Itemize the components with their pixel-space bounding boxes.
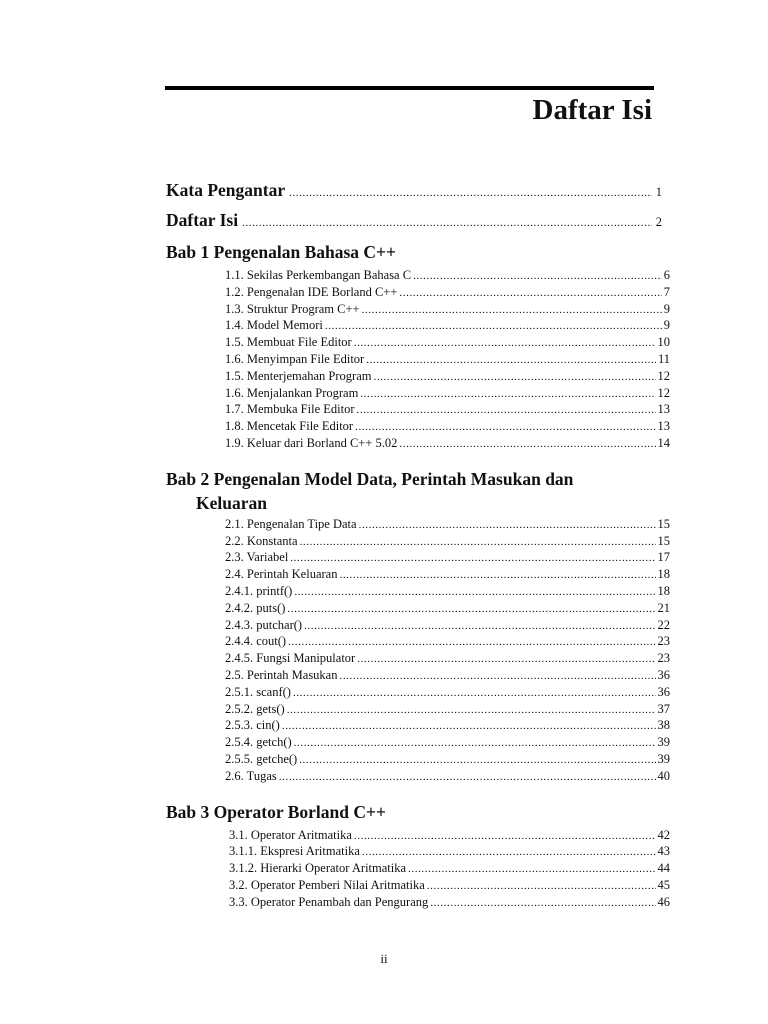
toc-entry[interactable] — [225, 685, 670, 702]
toc-entry[interactable] — [225, 769, 670, 786]
dot-leader — [294, 737, 656, 749]
toc-entry-label: 3.3. Operator Penambah dan Pengurang — [229, 894, 429, 909]
toc-entry-page: 23 — [657, 634, 670, 649]
toc-entry-label: 2.5.2. gets() — [225, 701, 285, 716]
toc-entry-label: 1.3. Struktur Program C++ — [225, 301, 360, 316]
dot-leader — [430, 897, 655, 909]
dot-leader — [290, 552, 655, 564]
toc-entry[interactable] — [225, 668, 670, 685]
toc-entry[interactable] — [225, 618, 670, 635]
toc-entry-page: 46 — [657, 894, 670, 909]
toc-entry-page: 15 — [657, 516, 670, 531]
dot-leader — [399, 287, 661, 299]
dot-leader — [360, 388, 655, 400]
dot-leader — [299, 754, 655, 766]
toc-entry-page: 21 — [657, 600, 670, 615]
toc-entry-page: 13 — [657, 402, 670, 417]
chapter-section — [166, 467, 670, 786]
toc-entry-label: 2.1. Pengenalan Tipe Data — [225, 516, 357, 531]
toc-entry[interactable] — [225, 285, 670, 302]
toc-entry-page: 42 — [657, 827, 670, 842]
page-title: Daftar Isi — [532, 94, 652, 126]
dot-leader — [304, 620, 655, 632]
chapter-section — [166, 800, 670, 912]
dot-leader — [354, 830, 656, 842]
toc-entry[interactable] — [225, 369, 670, 386]
toc-entry-page: 18 — [657, 583, 670, 598]
dot-leader — [242, 217, 652, 229]
toc-entry-label: 3.1. Operator Aritmatika — [229, 827, 352, 842]
toc-entry[interactable] — [225, 386, 670, 403]
dot-leader — [287, 704, 656, 716]
toc-entry-label: 2.4.2. puts() — [225, 600, 286, 615]
front-entry-page: 2 — [655, 215, 662, 229]
toc-entry-label: 2.3. Variabel — [225, 550, 289, 565]
toc-entry-label: 3.1.2. Hierarki Operator Aritmatika — [229, 861, 407, 876]
toc-entry-page: 15 — [657, 533, 670, 548]
toc-entry[interactable] — [225, 352, 670, 369]
chapter-section — [166, 240, 670, 453]
dot-leader — [427, 880, 656, 892]
toc-front-entry[interactable] — [166, 210, 662, 240]
toc-entry-label: 1.7. Membuka File Editor — [225, 402, 355, 417]
toc-entry-page: 9 — [663, 318, 670, 333]
toc-entry-page: 39 — [657, 751, 670, 766]
dot-leader — [339, 569, 655, 581]
toc-entry-label: 2.6. Tugas — [225, 768, 277, 783]
dot-leader — [399, 438, 655, 450]
toc-entry[interactable] — [225, 752, 670, 769]
toc-entry[interactable] — [229, 828, 670, 845]
toc-entry[interactable] — [225, 402, 670, 419]
chapter-entries — [229, 828, 670, 912]
dot-leader — [279, 771, 656, 783]
toc-entry-label: 2.4.5. Fungsi Manipulator — [225, 651, 356, 666]
dot-leader — [357, 404, 656, 416]
chapter-heading-continuation: Keluaran — [196, 492, 267, 513]
toc-entry-page: 17 — [657, 550, 670, 565]
toc-entry-page: 36 — [657, 684, 670, 699]
toc-entry[interactable] — [225, 567, 670, 584]
toc-entry-label: 1.5. Menterjemahan Program — [225, 368, 372, 383]
toc-entry[interactable] — [225, 268, 670, 285]
chapter-heading[interactable] — [166, 240, 662, 268]
toc-entry-page: 6 — [663, 268, 670, 282]
toc-entry[interactable] — [225, 584, 670, 601]
toc-entry-page: 40 — [657, 768, 670, 783]
toc-entry-page: 44 — [657, 861, 670, 876]
dot-leader — [282, 720, 656, 732]
toc-entry-page: 11 — [657, 351, 670, 366]
toc-entry-page: 38 — [657, 718, 670, 733]
toc-entry-label: 1.1. Sekilas Perkembangan Bahasa C — [225, 268, 412, 282]
toc-entry-label: 2.2. Konstanta — [225, 533, 298, 548]
toc-entry-label: 2.5.3. cin() — [225, 718, 280, 733]
dot-leader — [373, 371, 655, 383]
dot-leader — [413, 270, 662, 282]
dot-leader — [359, 519, 656, 531]
toc-entry-label: 1.2. Pengenalan IDE Borland C++ — [225, 284, 398, 299]
dot-leader — [354, 337, 656, 349]
toc-entry-page: 18 — [657, 567, 670, 582]
toc-entry[interactable] — [225, 651, 670, 668]
toc-entry[interactable] — [225, 735, 670, 752]
toc-entry[interactable] — [225, 702, 670, 719]
toc-entry-page: 10 — [657, 335, 670, 350]
toc-entry[interactable] — [225, 335, 670, 352]
toc-entry-label: 1.5. Membuat File Editor — [225, 335, 352, 350]
dot-leader — [288, 636, 655, 648]
toc-entry-label: 1.9. Keluar dari Borland C++ 5.02 — [225, 435, 398, 450]
front-entry-label: Daftar Isi — [166, 210, 239, 230]
dot-leader — [293, 687, 656, 699]
toc-entry-label: 2.5. Perintah Masukan — [225, 667, 338, 682]
header-rule — [165, 86, 654, 90]
chapter-entries — [225, 517, 670, 786]
chapter-heading-text: Bab 1 Pengenalan Bahasa C++ — [166, 242, 396, 262]
page-number: ii — [380, 951, 388, 966]
front-entry-label: Kata Pengantar — [166, 180, 286, 200]
toc-entry[interactable] — [225, 302, 670, 319]
toc-entry[interactable] — [229, 895, 670, 912]
toc-entry-label: 1.8. Mencetak File Editor — [225, 419, 354, 434]
toc-front-entry[interactable] — [166, 180, 662, 210]
toc-entry-label: 1.6. Menyimpan File Editor — [225, 351, 365, 366]
dot-leader — [287, 603, 655, 615]
toc-entry-page: 23 — [657, 651, 670, 666]
toc-entry[interactable] — [225, 550, 670, 567]
toc-entry-label: 1.4. Model Memori — [225, 318, 323, 333]
toc-entry[interactable] — [225, 318, 670, 335]
toc-entry-page: 39 — [657, 735, 670, 750]
toc-entry-label: 3.2. Operator Pemberi Nilai Aritmatika — [229, 877, 425, 892]
toc-entry[interactable] — [229, 861, 670, 878]
toc-entry-label: 2.4.1. printf() — [225, 583, 293, 598]
dot-leader — [294, 586, 655, 598]
dot-leader — [362, 304, 662, 316]
dot-leader — [362, 846, 656, 858]
chapter-heading-text: Bab 2 Pengenalan Model Data, Perintah Masukan dan — [166, 468, 574, 489]
toc-entry[interactable] — [225, 601, 670, 618]
chapter-entries — [225, 268, 670, 453]
toc-entry-page: 12 — [657, 385, 670, 400]
toc-entry-page: 22 — [657, 617, 670, 632]
toc-entry[interactable] — [225, 436, 670, 453]
toc-entry-page: 43 — [657, 844, 670, 859]
toc-entry[interactable] — [225, 517, 670, 534]
dot-leader — [325, 320, 662, 332]
toc-entry-label: 2.5.1. scanf() — [225, 684, 291, 699]
toc-entry[interactable] — [225, 419, 670, 436]
toc-entry-page: 9 — [663, 301, 670, 316]
toc-entry-page: 13 — [657, 419, 670, 434]
toc-entry[interactable] — [229, 878, 670, 895]
toc-entry-page: 14 — [657, 435, 670, 450]
toc-entry-page: 12 — [657, 368, 670, 383]
toc-entry-label: 3.1.1. Ekspresi Aritmatika — [229, 844, 360, 859]
toc-entry[interactable] — [229, 844, 670, 861]
front-entry-page: 1 — [655, 185, 662, 199]
dot-leader — [289, 187, 652, 199]
toc-entry-label: 2.5.4. getch() — [225, 735, 292, 750]
toc-entry-page: 37 — [657, 701, 670, 716]
toc-entry[interactable] — [225, 718, 670, 735]
toc-entry-page: 36 — [657, 667, 670, 682]
toc-entry-label: 2.4.3. putchar() — [225, 617, 303, 632]
toc-entry[interactable] — [225, 534, 670, 551]
dot-leader — [355, 421, 655, 433]
dot-leader — [300, 536, 656, 548]
toc-entry-label: 2.4.4. cout() — [225, 634, 287, 649]
dot-leader — [357, 653, 655, 665]
table-of-contents — [166, 180, 670, 912]
toc-entry-label: 2.4. Perintah Keluaran — [225, 567, 338, 582]
toc-entry-page: 45 — [657, 877, 670, 892]
chapter-heading-text: Bab 3 Operator Borland C++ — [166, 801, 386, 822]
dot-leader — [366, 354, 656, 366]
toc-entry-page: 7 — [663, 284, 670, 299]
toc-entry-label: 1.6. Menjalankan Program — [225, 385, 359, 400]
toc-entry-label: 2.5.5. getche() — [225, 751, 298, 766]
dot-leader — [339, 670, 655, 682]
chapter-heading[interactable] — [166, 467, 662, 517]
toc-entry[interactable] — [225, 634, 670, 651]
dot-leader — [408, 863, 655, 875]
chapter-heading[interactable] — [166, 800, 662, 828]
